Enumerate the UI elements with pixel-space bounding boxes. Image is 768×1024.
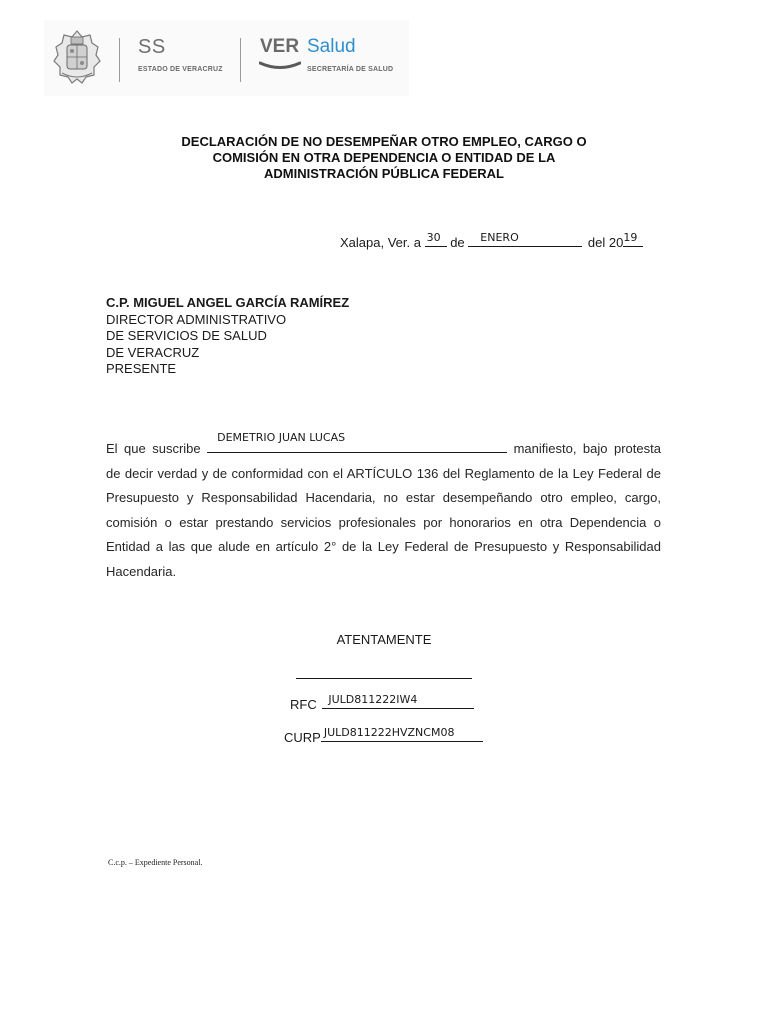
logo-divider [119, 38, 120, 82]
signature-line[interactable] [296, 678, 472, 679]
ver-swoosh-icon [259, 60, 301, 72]
curp-field[interactable] [321, 727, 483, 742]
rfc-row [290, 694, 474, 712]
ver-logo-text: VER [260, 36, 300, 57]
month-value: ENERO [480, 231, 519, 244]
date-place: Xalapa, Ver. a [340, 235, 421, 250]
closing-atentamente: ATENTAMENTE [336, 632, 432, 647]
veracruz-coat-of-arms-icon [52, 29, 102, 85]
ccp-note: C.c.p. – Expediente Personal. [108, 858, 203, 867]
year-field[interactable] [623, 232, 643, 247]
secretaria-logo-subtitle: SECRETARÍA DE SALUD [307, 66, 394, 73]
intro-text: El que suscribe [106, 441, 201, 456]
signer-name-value: DEMETRIO JUAN LUCAS [217, 430, 346, 444]
declaration-paragraph [106, 430, 661, 584]
date-del: del 20 [587, 235, 624, 250]
title-line: COMISIÓN EN OTRA DEPENDENCIA O ENTIDAD DE LA [212, 150, 556, 165]
day-field[interactable] [425, 232, 447, 247]
rfc-field[interactable] [322, 694, 474, 709]
date-de: de [450, 235, 465, 250]
ss-logo-text: SS [138, 36, 166, 58]
rfc-label: RFC [290, 697, 317, 712]
addressee-line: PRESENTE [106, 361, 177, 376]
ss-logo-subtitle: ESTADO DE VERACRUZ [138, 66, 223, 73]
month-field[interactable] [468, 232, 582, 247]
addressee-line: DIRECTOR ADMINISTRATIVO [106, 311, 287, 327]
logo-divider [240, 38, 241, 82]
day-value: 30 [426, 231, 441, 244]
curp-label: CURP [284, 730, 321, 745]
rfc-value: JULD811222IW4 [328, 693, 418, 706]
salud-logo-text: Salud [307, 36, 356, 57]
date-line [340, 232, 643, 250]
title-line: ADMINISTRACIÓN PÚBLICA FEDERAL [263, 166, 504, 181]
addressee-line: DE SERVICIOS DE SALUD [106, 328, 267, 343]
addressee-name: C.P. MIGUEL ANGEL GARCÍA RAMÍREZ [106, 295, 350, 310]
year-value: 19 [623, 231, 638, 244]
title-line: DECLARACIÓN DE NO DESEMPEÑAR OTRO EMPLEO, CARGO O [181, 134, 587, 149]
document-title [120, 134, 648, 182]
curp-value: JULD811222HVZNCM08 [323, 726, 455, 739]
declaration-text: manifiesto, bajo protesta de decir verdad y de conformidad con el ARTÍCULO 136 del Reglamento de la Ley Federal de Presupuesto y Responsabilidad Hacendaria, no estar desempeñando otro empleo, cargo, comisión o estar prestando servicios profesionales por honorarios en otra Dependencia o Entidad a las que alude en artículo 2° de la Ley Federal de Presupuesto y Responsabilidad Hacendaria. [106, 441, 661, 579]
addressee-line: DE VERACRUZ [106, 344, 200, 360]
curp-row [284, 727, 483, 745]
addressee-block [106, 295, 349, 378]
signer-name-field[interactable] [207, 430, 507, 453]
